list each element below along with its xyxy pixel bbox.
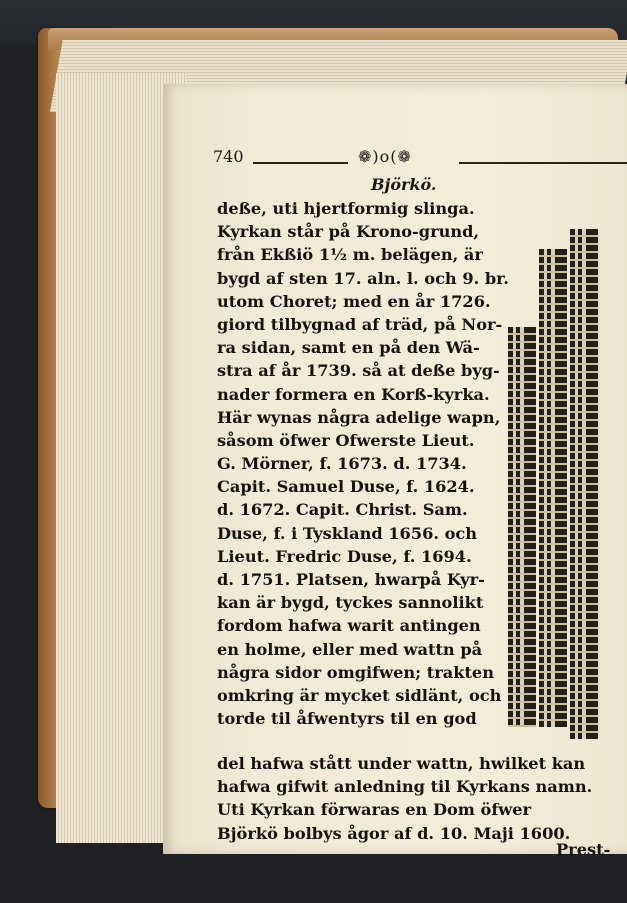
header-rule-right: [459, 162, 627, 164]
text-line: Här wynas några adelige wapn,: [217, 407, 501, 427]
text-line: Björkö bolbys ågor af d. 10. Maji 1600.: [217, 823, 571, 843]
book: [38, 28, 627, 858]
text-line: Uti Kyrkan förwaras en Dom öfwer: [217, 800, 532, 820]
text-line: stra af år 1739. så at deße byg-: [217, 361, 500, 381]
rune-glyphs: [508, 327, 536, 727]
book-page: [163, 84, 627, 859]
header-ornament: ❁)o(❁: [358, 147, 412, 166]
rune-column-right: [570, 229, 598, 739]
text-line: giord tilbygnad af träd, på Nor-: [217, 314, 503, 334]
page-title: Björkö.: [371, 175, 437, 194]
rune-glyphs: [539, 249, 567, 727]
body-text-narrow: [217, 197, 507, 730]
text-line: Duse, f. i Tyskland 1656. och: [217, 523, 478, 543]
body-text-wide: [217, 752, 617, 845]
rune-glyphs: [570, 229, 598, 739]
text-line: nader formera en Korß-kyrka.: [217, 384, 490, 404]
text-line: torde til åfwentyrs til en god: [217, 709, 477, 729]
text-line: bygd af sten 17. aln. l. och 9. br.: [217, 268, 509, 288]
page-header: [213, 147, 627, 167]
text-line: ra sidan, samt en på den Wä-: [217, 338, 480, 358]
catchword: Prest-: [556, 840, 611, 859]
text-line: utom Choret; med en år 1726.: [217, 291, 491, 311]
page-number: 740: [213, 147, 244, 166]
text-line: Kyrkan står på Krono-grund,: [217, 222, 480, 242]
rune-column-left: [508, 327, 536, 727]
text-line: d. 1672. Capit. Christ. Sam.: [217, 500, 468, 520]
text-line: G. Mörner, f. 1673. d. 1734.: [217, 454, 467, 474]
text-line: del hafwa stått under wattn, hwilket kan: [217, 754, 586, 773]
text-line: d. 1751. Platsen, hwarpå Kyr-: [217, 570, 485, 589]
rune-column-middle: [539, 249, 567, 727]
text-line: deße, uti hjertformig slinga.: [217, 199, 475, 218]
text-line: kan är bygd, tyckes sannolikt: [217, 593, 484, 613]
text-line: en holme, eller med wattn på: [217, 639, 483, 659]
text-line: från Ekßiö 1½ m. belägen, är: [217, 245, 483, 265]
text-line: omkring är mycket sidlänt, och: [217, 685, 502, 705]
text-line: såsom öfwer Ofwerste Lieut.: [217, 430, 475, 450]
text-line: några sidor omgifwen; trakten: [217, 662, 494, 682]
header-rule-left: [253, 162, 348, 164]
text-line: Lieut. Fredric Duse, f. 1694.: [217, 546, 472, 566]
text-line: hafwa gifwit anledning til Kyrkans namn.: [217, 777, 593, 797]
text-line: fordom hafwa warit antingen: [217, 616, 481, 636]
text-line: Capit. Samuel Duse, f. 1624.: [217, 477, 475, 497]
runic-inscription-illustration: [506, 229, 604, 749]
